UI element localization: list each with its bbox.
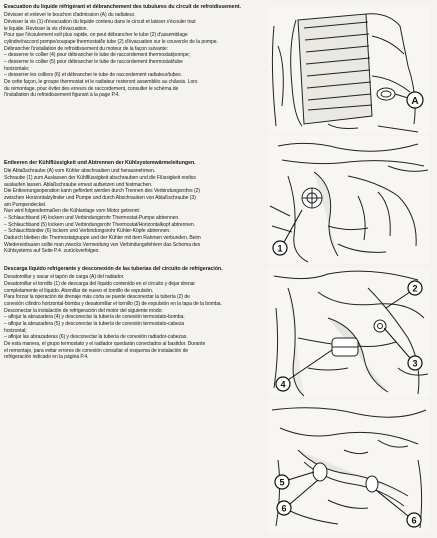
text-line: – desserrer les colliers (6) et débrancher le tube de raccordement radiateur/tubes. (4, 72, 182, 79)
text-line: horizontal; (4, 327, 27, 334)
text-line: Desconectar la instalación de refrigeración del motor del siguiente modo: (4, 307, 163, 314)
text-line: Die Entleerungsoperation kann gefördert werden durch Trennen des Verbindungsrohrs (2) (4, 188, 200, 195)
section-body-german (4, 168, 266, 255)
radiator-cap-illustration (268, 6, 430, 134)
text-line: completamente el líquido. Atornillar de nuevo el tornillo de expulsión. (4, 287, 154, 294)
section-heading-french: Evacuation du liquide réfrigérant et débranchement des tubulures du circuit de refroidissement. (4, 4, 241, 10)
text-line: – desserrer le collier (4) pour débrancher le tube de raccordement thermostat/pompe; (4, 52, 190, 59)
figure-hose-connections (268, 268, 430, 398)
callout-a (407, 92, 423, 108)
text-line: Die Ablaßschraube (A) vom Kühler abschrauben und herausnehmen. (4, 168, 156, 175)
text-line: Desatornillar y sacar el tapón de carga (A) del radiador. (4, 274, 125, 281)
text-line: el remontaje, para evitar errores de conexión consultar el esquema de instalación de (4, 347, 189, 354)
text-line: – aflojar las abrazaderas (6) y desconectar la tubería de conexión radiador-cabezas. (4, 334, 188, 341)
text-line: De cette façon, le groupe thermostat et le radiateur resteront assemblés au châssis. Lors (4, 78, 198, 85)
text-line: Débrancher l'installation de refroidissement du moteur de la façon suivante: (4, 45, 168, 52)
section-heading-german: Entleeren der Kühlflüssigkeit und Abtrennen der Kühlsystemwärmeleitungen. (4, 160, 196, 166)
figure-hose-clamps (268, 400, 430, 532)
text-line: l'installation du refroidissement figurant à la page P.4. (4, 92, 120, 99)
hose-clamps-illustration (268, 400, 430, 532)
text-line: le liquide. Revisser la vis d'évacuation. (4, 25, 88, 32)
text-line: Pour que l'écoulement soit plus rapide, on peut débrancher le tube (2) d'assemblage (4, 32, 188, 39)
section-body-spanish (4, 274, 266, 361)
section-german (4, 160, 266, 255)
callout-label: 4 (280, 379, 286, 390)
callout-label: 3 (412, 358, 418, 369)
text-line: am Pumpendeckel. (4, 201, 47, 208)
text-column (4, 0, 266, 538)
callout-label: 5 (279, 477, 285, 488)
text-line: Kühlsystems auf Seite P.4. zurückverfolgen. (4, 248, 100, 255)
text-line: – aflojar la abrazadera (5) y desconectar la tubería de conexión termostato-cabeza (4, 321, 185, 327)
callout-label: 6 (411, 515, 417, 526)
text-line: cylindre/raccord pompe/soupape thermostat/le tube (2) d'évacuation sur le couvercle de la pompe. (4, 39, 218, 46)
text-line: Para forzar la operación de drenaje más corta se puede desconectar la tubería (2) de (4, 294, 190, 301)
text-line: – desserrer le collier (5) pour débrancher le tube de raccordement thermostat/tube (4, 59, 183, 65)
text-line: De esta manera, el grupo termostato y el radiador quedarán conectados al bastidor. Durante (4, 340, 206, 347)
text-line: zwischen Horizontalzylinder und Pumpe und durch Abschrauben von Ablaßschraube (3) (4, 195, 196, 202)
section-french (4, 4, 266, 99)
section-body-french (4, 12, 266, 99)
text-line: Desatornillar el tornillo (1) de descarga del líquido contenido en el circuito y dejar drenar (4, 281, 196, 288)
text-line: Wiedereinbauen sollte man zwecks Vermeidung von Verbindungsfehlern das Schema des (4, 241, 201, 248)
drain-screw-illustration (268, 136, 430, 264)
callout-label: A (411, 96, 419, 107)
callout-label: 1 (277, 243, 283, 254)
illustration-column (268, 0, 437, 538)
text-line: Dévisser la vis (1) d'évacuation du liquide contenu dans le circuit et laisser s'écouler tout (4, 19, 196, 26)
figure-drain-screw (268, 136, 430, 264)
text-line: Nun wird folgendermaßen die Kühlanlage vom Motor getrennt: (4, 208, 141, 215)
callout-label: 6 (281, 503, 287, 514)
callout-label: 2 (412, 283, 418, 294)
text-line: du remontage, pour éviter des erreurs de raccordement, consulter le schéma de (4, 85, 179, 92)
text-line: horizontale; (4, 65, 30, 72)
hose-connections-illustration (268, 268, 430, 398)
text-line: refrigeración indicado en la página P.4. (4, 354, 89, 361)
section-spanish (4, 266, 266, 361)
text-line: – Schlauchbänder (6) lockern und Verbindungsrohr Kühler-Köpfe abtrennen. (4, 228, 171, 235)
text-line: – aflojar la abrazadera (4) y desconectar la tubería de conexión termostato-bomba; (4, 314, 185, 321)
text-line: – Schlauchband (4) lockern und Verbindungsrohr Thermostat-Pumpe abtrennen. (4, 215, 180, 221)
text-line: Schraube (1) zum Auslassen der Kühlflüssigkeit abschrauben und die Flüssigkeit restlos (4, 175, 196, 182)
figure-radiator-cap (268, 6, 430, 134)
text-line: auslaufen lassen. Ablaßschraube erneut aufsetzen und festmachen. (4, 181, 153, 188)
section-heading-spanish: Descarga líquido refrigerante y desconexión de las tuberías del circuito de refrigeración. (4, 266, 223, 272)
text-line: Dadurch bleiben die Thermostatgruppe und der Kühler mit dem Rahmen verbunden. Beim (4, 234, 201, 241)
text-line: – Schlauchband (5) lockern und Verbindungsrohr Thermostat/Horizontalkopf abtrennen. (4, 221, 195, 228)
text-line: conexión cilindro horizontal-bomba y desatornillar el tornillo (3) de expulsión en la tapa de la bomba. (4, 301, 222, 308)
text-line: Dévisser et enlever le bouchon d'admission (A) du radiateur. (4, 12, 136, 19)
